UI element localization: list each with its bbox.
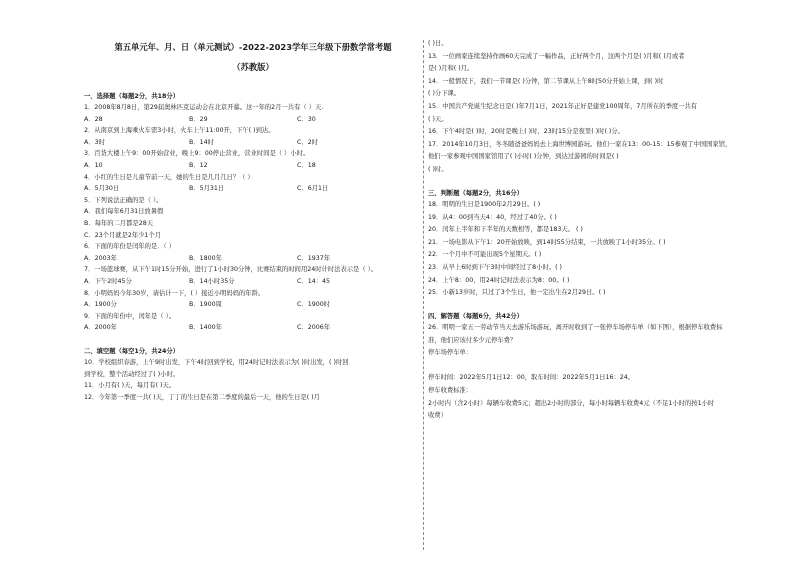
fill-line: 15．中国共产党诞生纪念日是( )年7月1日，2021年正好是建党100周年，7月所在的季度一共有 bbox=[428, 102, 698, 110]
judge-line: 20．闰年上半年和下半年的天数相等，都是183天。 ( ) bbox=[428, 226, 583, 234]
options-row bbox=[84, 301, 422, 309]
option-b: B．14时 bbox=[189, 138, 214, 146]
option-c: C．18 bbox=[297, 161, 316, 169]
section-heading-choice: 一、选择题（每题2分，共18分） bbox=[84, 93, 180, 100]
option-b: B．5月31日 bbox=[189, 185, 225, 193]
option-c: C．23个月就是2年少1个月 bbox=[84, 231, 162, 239]
option-a: A．5月30日 bbox=[84, 185, 120, 193]
option-c: C．6月1日 bbox=[297, 185, 329, 193]
option-b: B．12 bbox=[189, 161, 208, 169]
fill-line: 13．一位画家连续坚持作画60天完成了一幅作品，正好两个月，这两个月是( )月和( )月或者 bbox=[428, 52, 685, 60]
question-stem: 6．下面的年份是闰年的是．（ ） bbox=[84, 243, 176, 251]
option-a: A．28 bbox=[84, 115, 103, 123]
options-row bbox=[84, 185, 422, 193]
fill-line: ( )分下课。 bbox=[428, 90, 461, 98]
option-a: A．2003年 bbox=[84, 254, 117, 262]
solve-line: 收费） bbox=[428, 412, 447, 420]
judge-line: 24．上午8：00，用24时记时法表示为8：00。( ) bbox=[428, 276, 570, 284]
fill-line: 11．小月有( )天，每月有( )天。 bbox=[84, 382, 176, 390]
judge-line: 23．从早上6时到下午3时中间经过了8小时。( ) bbox=[428, 263, 562, 271]
exam-title: 第五单元年、月、日（单元测试）-2022-2023学年三年级下册数学常考题 bbox=[114, 42, 392, 52]
option-b: B．1900周 bbox=[189, 301, 222, 309]
exam-subtitle: （苏教版） bbox=[232, 62, 274, 72]
fill-line: 他们一家参观中国国家馆用了( )小时( )分钟，到达过游园的时间是( ) bbox=[428, 153, 619, 161]
solve-line: 停车收费标准： bbox=[428, 387, 473, 395]
solve-line: 2小时内（含2小时）每辆车收费5元；超出2小时的部分，每小时每辆车收费4元（不足1小时的按1小时 bbox=[428, 399, 715, 407]
solve-line: 停车场停车单： bbox=[428, 349, 473, 357]
option-b: B．每年的二月都是28天 bbox=[84, 219, 154, 227]
option-c: C．2时 bbox=[297, 138, 318, 146]
fill-line: 12．今年第一季度一共( )天，丁丁的生日是在第二季度的最后一天，他的生日是( )月 bbox=[84, 394, 320, 402]
question-stem: 1．2008年8月8日，第29届奥林匹克运动会在北京开幕。这一年的2月一共有（ ）天. bbox=[84, 104, 324, 111]
fill-line: 16．下午4时是( )时，20时是晚上( )时，23时15分是夜里( )时( )分。 bbox=[428, 128, 624, 136]
fill-line: 到学校，整个活动经过了( )小时。 bbox=[84, 370, 180, 378]
section-heading-solve: 四、解答题（每题6分，共42分） bbox=[428, 313, 524, 321]
options-row bbox=[84, 162, 422, 170]
fill-line: 14．一般情况下，我们一节课是( )分钟，第二节课从上午8时50分开始上课，到( )时 bbox=[428, 77, 664, 85]
judge-line: 19．从4：00到当天4：40，经过了40分。( ) bbox=[428, 213, 557, 221]
options-row bbox=[84, 255, 422, 263]
section-heading-judge: 三、判断题（每题2分，共16分） bbox=[428, 189, 524, 197]
fill-line: 是( )月和( )月。 bbox=[428, 65, 474, 73]
column-divider bbox=[423, 40, 424, 550]
question-stem: 5．下列说法正确的是（ ）。 bbox=[84, 196, 163, 204]
options-row bbox=[84, 324, 422, 332]
solve-line: 26．明明一家五一劳动节当天去游乐场游玩，离开时收到了一张停车场停车单（如下图），根据停车收费标 bbox=[428, 324, 723, 332]
solve-line: 停车时间：2022年5月1日12：00，取车时间：2022年5月1日16：24。 bbox=[428, 374, 635, 382]
question-stem: 7．一场篮球赛，从下午1时15分开始，进行了1小时30分钟，比赛结束的时间用24时计时法表示是（ ）。 bbox=[84, 266, 378, 274]
fill-line: ( )天。 bbox=[428, 115, 448, 123]
options-row bbox=[84, 116, 422, 124]
judge-line: 21．一场电影从下午1：20开始放映，到14时55分结束，一共放映了1小时35分。( ) bbox=[428, 238, 666, 246]
solve-line bbox=[428, 362, 762, 370]
judge-line: 22．一个月中不可能出现5个星期天。( ) bbox=[428, 251, 542, 259]
fill-line: ( )时。 bbox=[428, 165, 448, 173]
option-a: A．2000年 bbox=[84, 324, 117, 332]
option-a: A．10 bbox=[84, 161, 103, 169]
options-row bbox=[84, 278, 422, 286]
section-heading-fill: 二、填空题（每空1分，共24分） bbox=[84, 348, 180, 356]
option-c: C．2006年 bbox=[297, 324, 331, 332]
options-row bbox=[84, 139, 422, 147]
option-b: B．29 bbox=[189, 115, 208, 123]
option-a: A．我们每年6月31日放暑假 bbox=[84, 208, 164, 216]
option-c: C．1900时 bbox=[297, 301, 331, 309]
question-stem: 9．下面的年份中，闰年是（ ）。 bbox=[84, 312, 176, 320]
judge-line: 18．明明的生日是1900年2月29日。( ) bbox=[428, 200, 541, 208]
right-column bbox=[428, 40, 762, 425]
question-stem: 4．小红的生日是儿童节前一天，她的生日是几月几日？（ ） bbox=[84, 173, 254, 181]
solve-line: 准，他们应该付多少元停车费？ bbox=[428, 336, 517, 344]
option-c: C．30 bbox=[297, 115, 316, 123]
option-b: B．1400年 bbox=[189, 324, 222, 332]
option-a: A．3时 bbox=[84, 138, 105, 146]
left-column bbox=[84, 40, 422, 406]
fill-line: 10．学校组织春游，上午9时出发，下午4时回到学校，用24时记时法表示为( )时出发，( )时回 bbox=[84, 359, 349, 367]
option-c: C．1937年 bbox=[297, 254, 331, 262]
option-b: B．14小时35分 bbox=[189, 277, 235, 285]
option-a: A．1900分 bbox=[84, 301, 117, 309]
option-b: B．1800年 bbox=[189, 254, 222, 262]
fill-line: 17．2014年10月3日，冬冬随爸爸妈妈去上海世博园游玩。他们一家在13：00-15：15参观了中国国家馆， bbox=[428, 140, 732, 148]
question-stem: 3．百货大楼上午9：00开始营业，晚上9：00停止营业，营业时间是（ ）小时。 bbox=[84, 150, 310, 158]
fill-line: ( )日。 bbox=[428, 40, 448, 47]
option-a: A．下午2时45分 bbox=[84, 277, 132, 285]
judge-line: 25．小新13岁时，只过了3个生日，他一定出生在2月29日。( ) bbox=[428, 289, 606, 297]
question-stem: 2．从南京到上海乘火车需3小时，火车上午11:00开，下午( )到达。 bbox=[84, 127, 275, 135]
question-stem: 8．小明妈妈今年30岁，请估计一下，( ）接近小明妈妈的年龄。 bbox=[84, 289, 265, 297]
option-c: C．14：45 bbox=[297, 277, 331, 285]
